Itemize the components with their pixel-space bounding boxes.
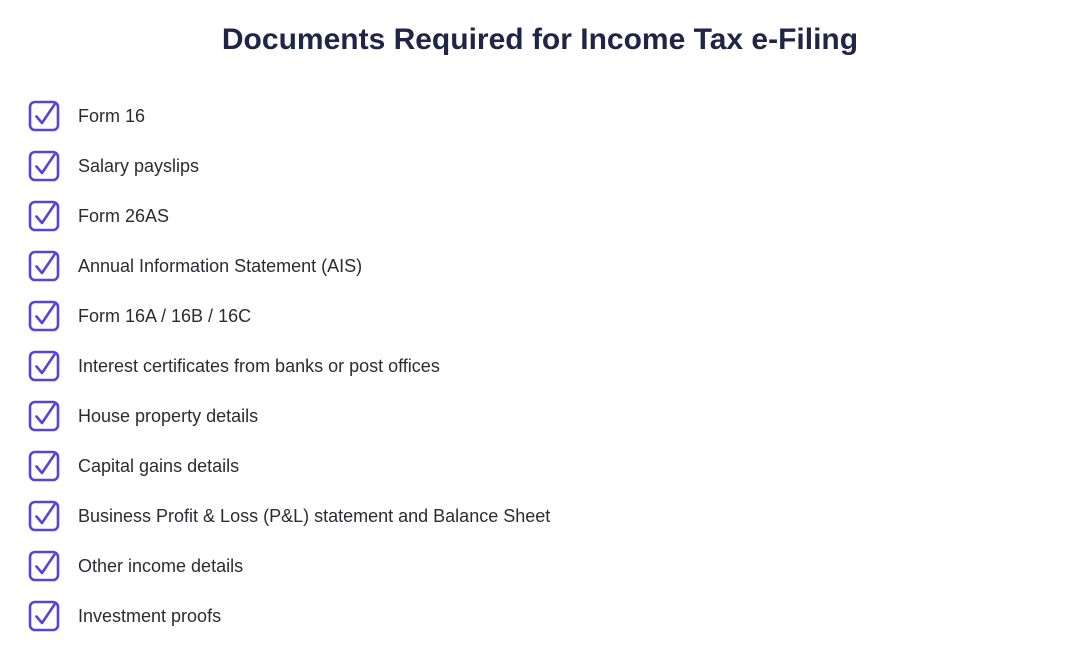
checkbox-checked-icon[interactable] <box>28 600 60 632</box>
page-title: Documents Required for Income Tax e-Filing <box>221 23 859 56</box>
checklist-item <box>28 91 550 141</box>
checkbox-checked-icon[interactable] <box>28 450 60 482</box>
checkbox-checked-icon[interactable] <box>28 150 60 182</box>
checkbox-checked-icon[interactable] <box>28 350 60 382</box>
checklist-item-label: Salary payslips <box>78 155 200 176</box>
checklist-item <box>28 391 550 441</box>
checkbox-checked-icon[interactable] <box>28 100 60 132</box>
checklist-item-label: Interest certificates from banks or post offices <box>78 355 440 376</box>
checklist-item-label: Business Profit & Loss (P&L) statement and Balance Sheet <box>78 505 551 526</box>
checklist-item <box>28 591 550 641</box>
checkbox-checked-icon[interactable] <box>28 300 60 332</box>
checklist-item <box>28 341 550 391</box>
checklist-item <box>28 141 550 191</box>
checklist-item-label: Capital gains details <box>78 455 240 476</box>
checklist-item-label: Form 16 <box>78 105 146 126</box>
checkbox-checked-icon[interactable] <box>28 250 60 282</box>
checklist-item <box>28 291 550 341</box>
checklist-item-label: Annual Information Statement (AIS) <box>78 255 363 276</box>
checklist-item <box>28 441 550 491</box>
checklist-item <box>28 541 550 591</box>
checkbox-checked-icon[interactable] <box>28 500 60 532</box>
document-checklist <box>28 91 550 641</box>
checkbox-checked-icon[interactable] <box>28 400 60 432</box>
checkbox-checked-icon[interactable] <box>28 550 60 582</box>
checkbox-checked-icon[interactable] <box>28 200 60 232</box>
checklist-item-label: Form 16A / 16B / 16C <box>78 305 252 326</box>
checklist-item-label: House property details <box>78 405 259 426</box>
checklist-item <box>28 191 550 241</box>
checklist-item-label: Form 26AS <box>78 205 170 226</box>
checklist-item <box>28 491 550 541</box>
checklist-item-label: Investment proofs <box>78 605 222 626</box>
checklist-item-label: Other income details <box>78 555 244 576</box>
checklist-item <box>28 241 550 291</box>
